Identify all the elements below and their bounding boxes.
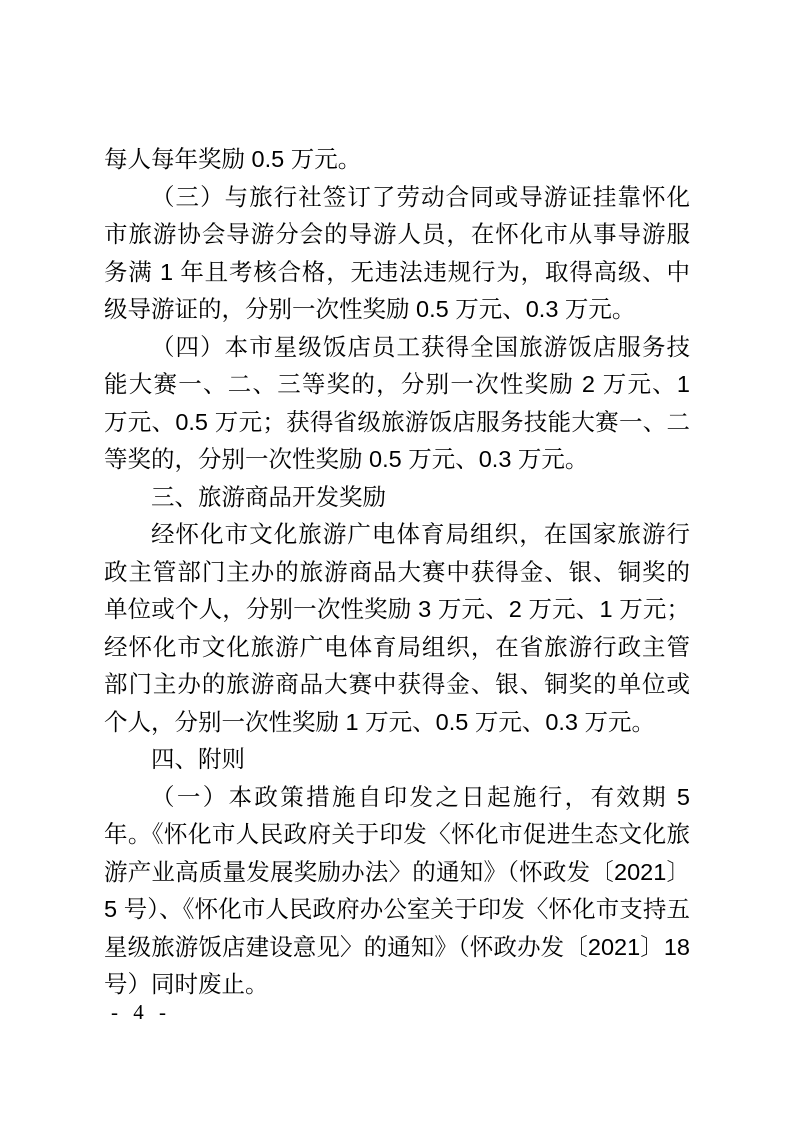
paragraph: （三）与旅行社签订了劳动合同或导游证挂靠怀化市旅游协会导游分会的导游人员，在怀化市从事导游服务满 1 年且考核合格，无违法违规行为，取得高级、中级导游证的，分别一次性奖励 0.5 万元、0.3 万元。 (104, 183, 690, 322)
paragraph: 每人每年奖励 0.5 万元。 (104, 146, 362, 172)
page-number: - 4 - (111, 1000, 171, 1024)
section-heading: 三、旅游商品开发奖励 (151, 483, 386, 510)
section-heading: 四、附则 (151, 746, 245, 772)
paragraph: （一）本政策措施自印发之日起施行，有效期 5 年。《怀化市人民政府关于印发〈怀化市促进生态文化旅游产业高质量发展奖励办法〉的通知》（怀政发〔2021〕5 号）、《怀化市人民政府办公室关于印发〈怀化市支持五星级旅游饭店建设意见〉的通知》（怀政办发〔2021〕18 号）同时废止。 (104, 783, 690, 997)
paragraph: 经怀化市文化旅游广电体育局组织，在国家旅游行政主管部门主办的旅游商品大赛中获得金、银、铜奖的单位或个人，分别一次性奖励 3 万元、2 万元、1 万元；经怀化市文化旅游广电体育局组织，在省旅游行政主管部门主办的旅游商品大赛中获得金、银、铜奖的单位或个人，分别一次性奖励 1 万元、0.5 万元、0.3 万元。 (104, 521, 690, 735)
document-body (104, 141, 690, 1004)
paragraph: （四）本市星级饭店员工获得全国旅游饭店服务技能大赛一、二、三等奖的，分别一次性奖励 2 万元、1 万元、0.5 万元；获得省级旅游饭店服务技能大赛一、二等奖的，分别一次性奖励 0.5 万元、0.3 万元。 (104, 333, 690, 472)
